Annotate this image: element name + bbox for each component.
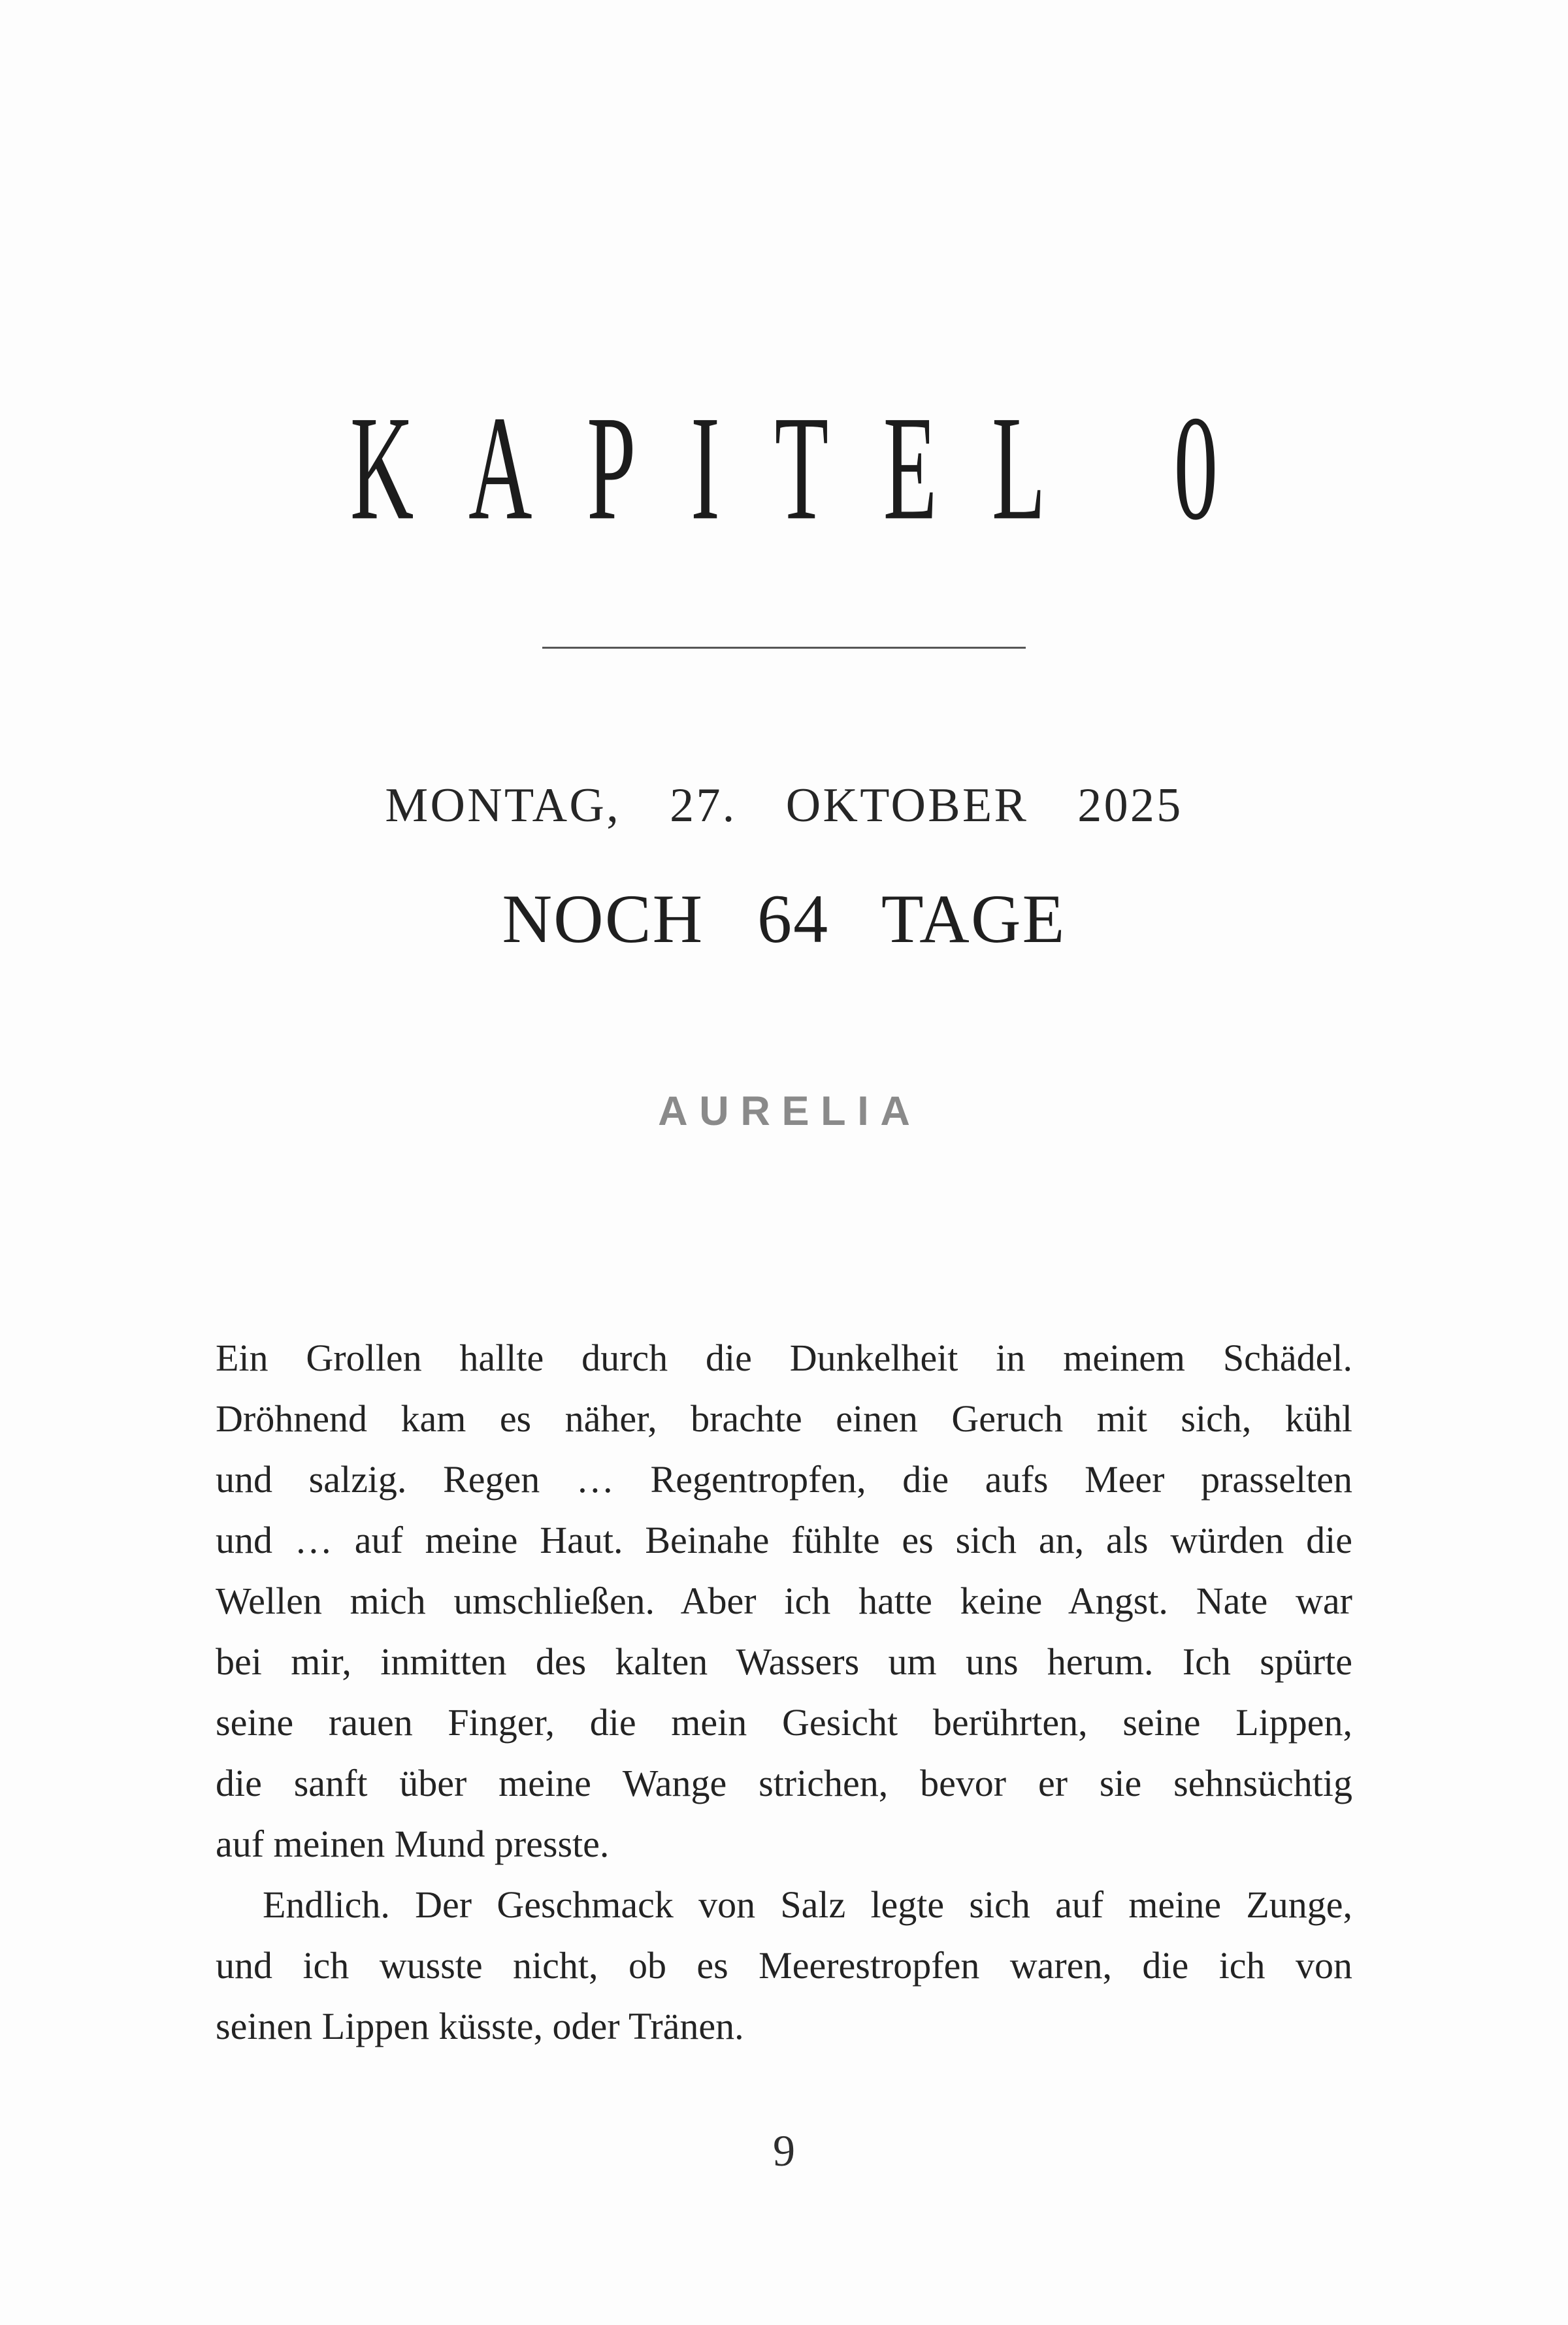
body-line: seinen Lippen küsste, oder Tränen. xyxy=(216,2005,744,2047)
page-number: 9 xyxy=(773,2126,795,2175)
body-line: Wellen mich umschließen. Aber ich hatte keine Angst. Nate war xyxy=(216,1580,1352,1622)
body-line: die sanft über meine Wange strichen, bevor er sie sehnsüchtig xyxy=(216,1762,1352,1804)
body-line: und … auf meine Haut. Beinahe fühlte es sich an, als würden die xyxy=(216,1519,1352,1561)
chapter-date: MONTAG, 27. OKTOBER 2025 xyxy=(385,779,1183,832)
pov-character-name: AURELIA xyxy=(658,1088,922,1134)
body-line: auf meinen Mund presste. xyxy=(216,1823,610,1865)
body-line: Dröhnend kam es näher, brachte einen Geruch mit sich, kühl xyxy=(216,1397,1352,1440)
chapter-title: KAPITEL 0 xyxy=(350,386,1273,552)
body-line: seine rauen Finger, die mein Gesicht berührten, seine Lippen, xyxy=(216,1701,1352,1744)
body-line: bei mir, inmitten des kalten Wassers um uns herum. Ich spürte xyxy=(216,1640,1352,1683)
body-line: und salzig. Regen … Regentropfen, die aufs Meer prasselten xyxy=(216,1458,1352,1501)
body-line: Ein Grollen hallte durch die Dunkelheit in meinem Schädel. xyxy=(216,1337,1352,1379)
body-text xyxy=(216,1327,1352,2057)
chapter-countdown: NOCH 64 TAGE xyxy=(502,881,1066,957)
section-divider-rule xyxy=(542,647,1026,649)
body-line: Endlich. Der Geschmack von Salz legte sich auf meine Zunge, xyxy=(263,1883,1352,1926)
body-line: und ich wusste nicht, ob es Meerestropfen waren, die ich von xyxy=(216,1944,1352,1987)
